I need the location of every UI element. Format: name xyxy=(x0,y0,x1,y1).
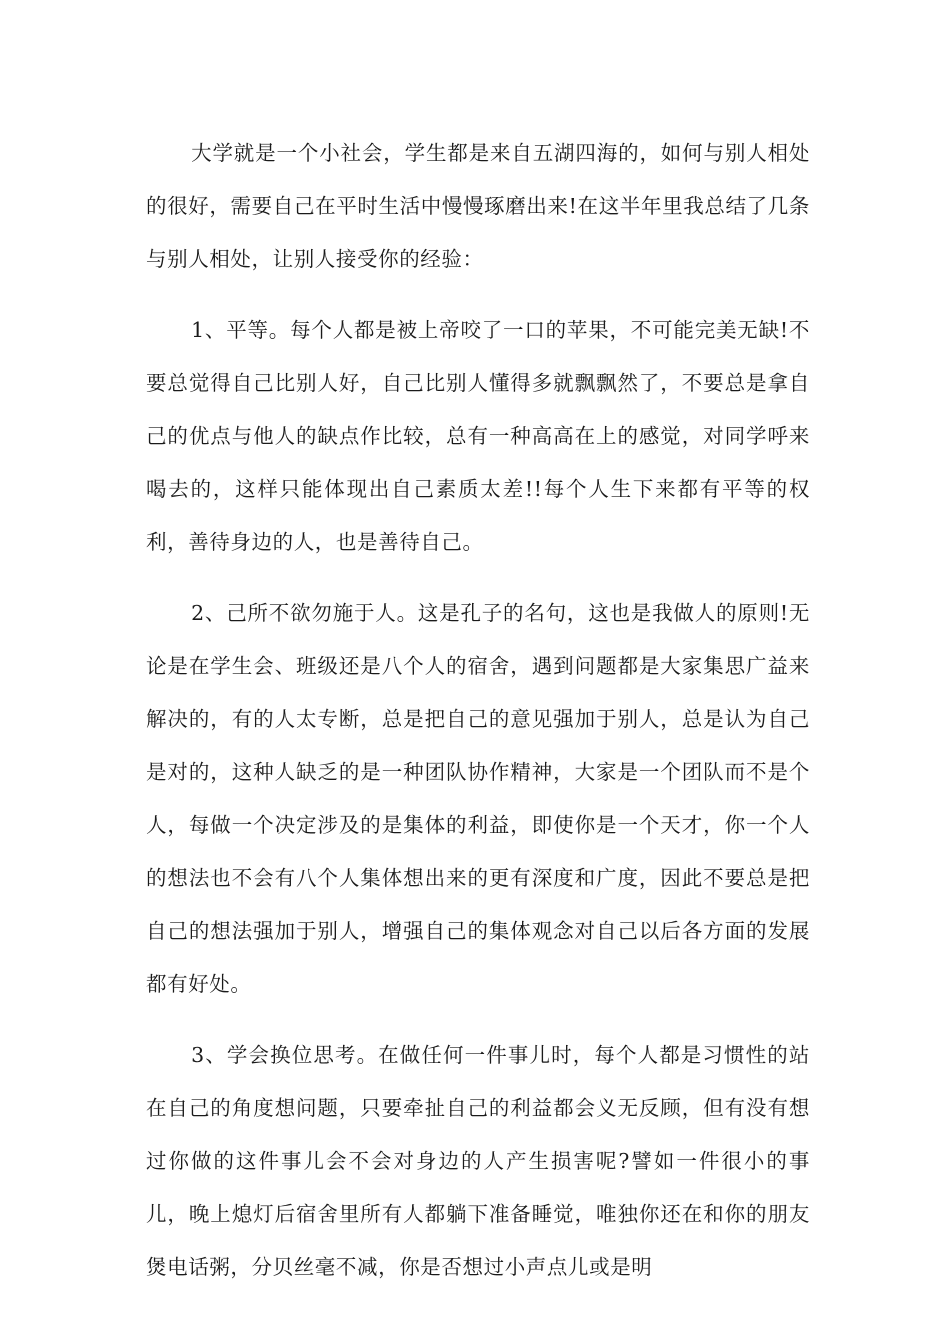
paragraph-point-3: 3、学会换位思考。在做任何一件事儿时，每个人都是习惯性的站在自己的角度想问题，只要牵扯自己的利益都会义无反顾，但有没有想过你做的这件事儿会不会对身边的人产生损害呢?譬如一件很小的事儿，晚上熄灯后宿舍里所有人都躺下准备睡觉，唯独你还在和你的朋友煲电话粥，分贝丝毫不减，你是否想过小声点儿或是明 xyxy=(146,1043,810,1279)
paragraph-point-1: 1、平等。每个人都是被上帝咬了一口的苹果，不可能完美无缺!不要总觉得自己比别人好，自己比别人懂得多就飘飘然了，不要总是拿自己的优点与他人的缺点作比较，总有一种高高在上的感觉，对同学呼来喝去的，这样只能体现出自己素质太差!!每个人生下来都有平等的权利，善待身边的人，也是善待自己。 xyxy=(146,318,810,554)
paragraph-intro: 大学就是一个小社会，学生都是来自五湖四海的，如何与别人相处的很好，需要自己在平时生活中慢慢琢磨出来!在这半年里我总结了几条与别人相处，让别人接受你的经验： xyxy=(146,141,810,271)
document-body xyxy=(146,127,810,1312)
paragraph-point-2: 2、己所不欲勿施于人。这是孔子的名句，这也是我做人的原则!无论是在学生会、班级还是八个人的宿舍，遇到问题都是大家集思广益来解决的，有的人太专断，总是把自己的意见强加于别人，总是认为自己是对的，这种人缺乏的是一种团队协作精神，大家是一个团队而不是个人，每做一个决定涉及的是集体的利益，即使你是一个天才，你一个人的想法也不会有八个人集体想出来的更有深度和广度，因此不要总是把自己的想法强加于别人，增强自己的集体观念对自己以后各方面的发展都有好处。 xyxy=(146,601,810,996)
